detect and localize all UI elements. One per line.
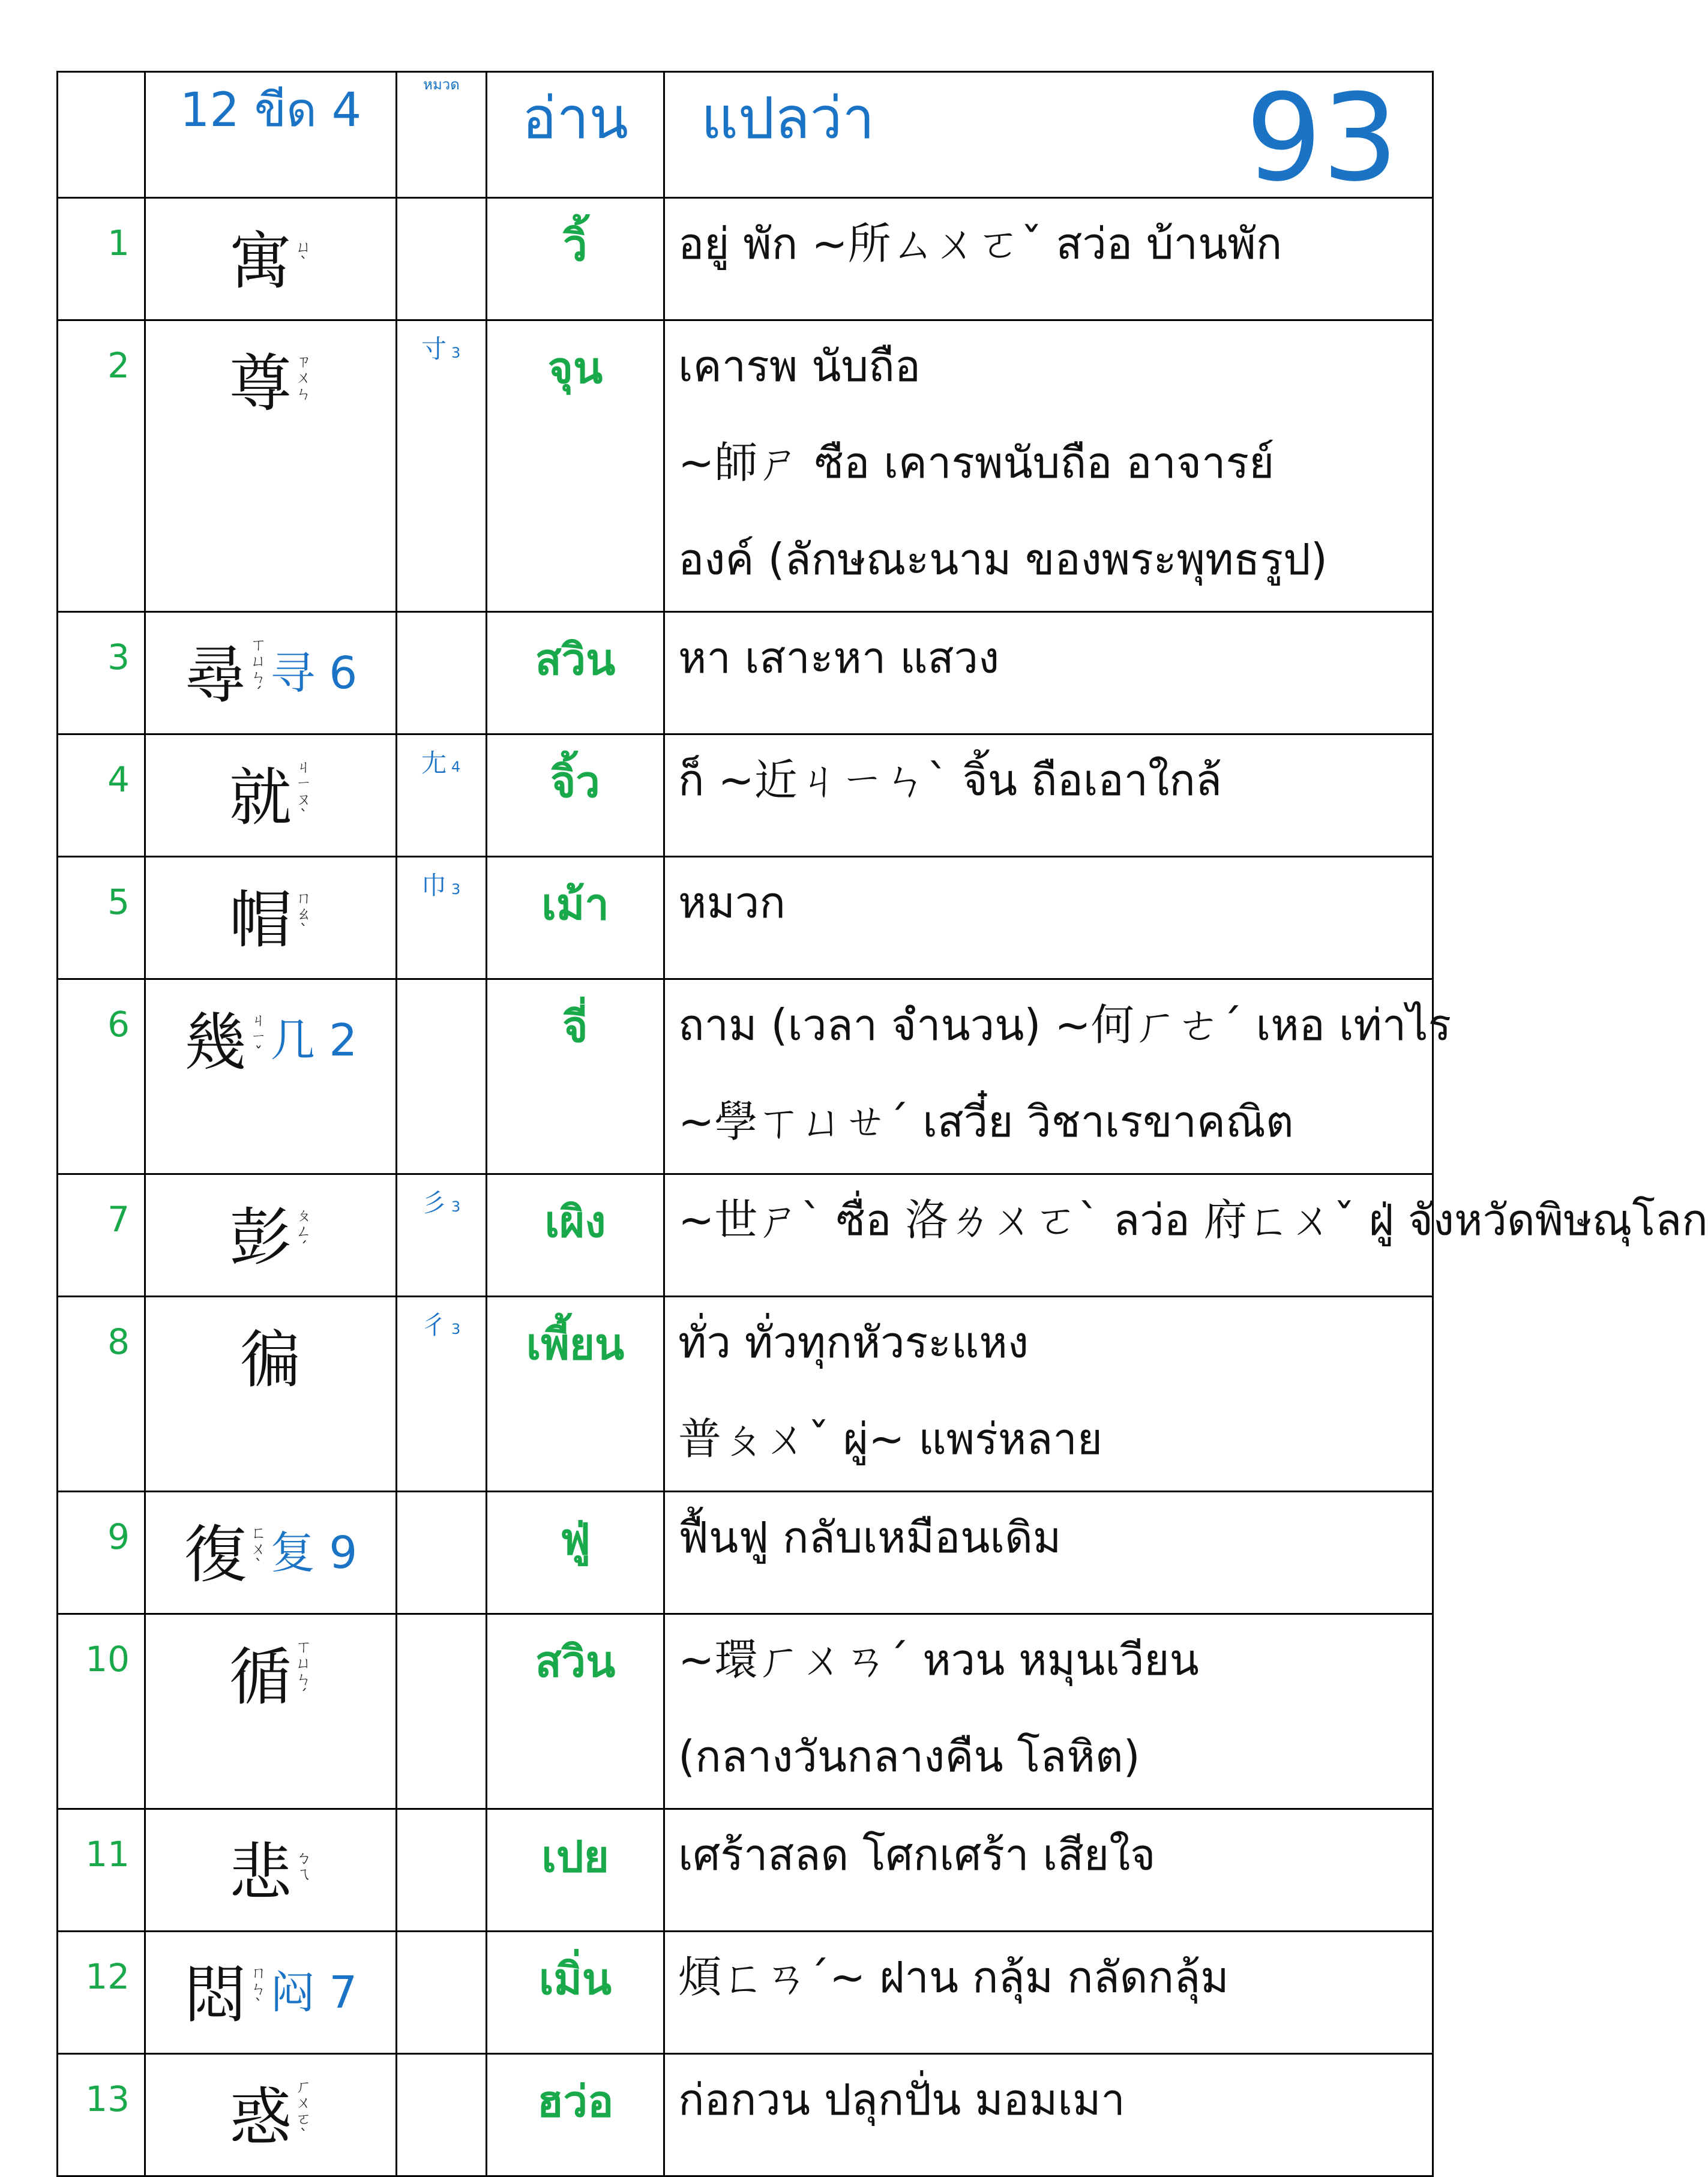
meaning-cell — [664, 2054, 1433, 2176]
chinese-character: 寓 — [229, 224, 292, 298]
radical-cell — [397, 1809, 487, 1932]
chinese-character: 尊 — [229, 347, 292, 420]
radical-cell — [397, 1932, 487, 2054]
meaning-cell — [664, 1809, 1433, 1932]
meaning-cell — [664, 612, 1433, 734]
zhuyin: ㄅㄟ — [295, 1849, 311, 1884]
row-number: 7 — [58, 1174, 145, 1297]
radical-strokes: 4 — [451, 758, 461, 775]
table-row — [58, 612, 1433, 734]
chinese-character: 幾 — [184, 1006, 247, 1079]
chinese-character: 悶 — [184, 1958, 247, 2031]
thai-reading: ฟู่ — [487, 1492, 664, 1614]
meaning-cell — [664, 320, 1433, 612]
radical: 巾 — [421, 871, 447, 900]
zhuyin: ㄐㄧㄡˋ — [295, 758, 311, 825]
row-number: 5 — [58, 857, 145, 979]
vocab-table — [56, 68, 1708, 2177]
simplified-form: 几 2 — [270, 1015, 358, 1066]
row-number: 9 — [58, 1492, 145, 1614]
thai-reading: จุน — [487, 320, 664, 612]
table-row — [58, 2054, 1433, 2176]
row-number: 4 — [58, 734, 145, 857]
meaning-cell — [664, 857, 1433, 979]
row-number: 13 — [58, 2054, 145, 2176]
header-blank-cell — [58, 72, 145, 198]
table-row — [58, 198, 1433, 320]
thai-reading: เผิง — [487, 1174, 664, 1297]
table-row — [58, 1614, 1433, 1809]
radical-cell — [397, 734, 487, 857]
meaning-line: ~學ㄒㄩㄝˊ เสวี๋ย วิชาเรขาคณิต — [678, 1096, 1294, 1147]
table-row — [58, 1297, 1433, 1492]
thai-reading: จี่ — [487, 979, 664, 1174]
zhuyin: ㄆㄥˊ — [295, 1206, 311, 1257]
radical-strokes: 3 — [451, 1198, 461, 1215]
zhuyin: ㄇㄣˋ — [250, 1963, 266, 2014]
table-row — [58, 979, 1433, 1174]
meaning-line: ก่อกวน ปลุกปั่น มอมเมา — [678, 2074, 1125, 2125]
char-cell — [145, 198, 397, 320]
zhuyin: ㄗㄨㄣ — [295, 352, 311, 403]
char-cell — [145, 1809, 397, 1932]
radical: 寸 — [421, 334, 447, 364]
meaning-cell — [664, 1174, 1708, 1297]
row-number: 1 — [58, 198, 145, 320]
meaning-line: ~環ㄏㄨㄢˊ หวน หมุนเวียน — [678, 1635, 1199, 1685]
zhuyin: ㄩˋ — [295, 238, 311, 272]
radical-cell — [397, 1297, 487, 1492]
radical-cell — [397, 1492, 487, 1614]
table-row — [58, 857, 1433, 979]
radical-header: หมวด — [397, 72, 487, 198]
radical-cell — [397, 612, 487, 734]
row-number: 12 — [58, 1932, 145, 2054]
chinese-character: 復 — [184, 1518, 247, 1591]
simplified-form: 复 9 — [270, 1527, 358, 1579]
row-number: 2 — [58, 320, 145, 612]
thai-reading: เมิ่น — [487, 1932, 664, 2054]
radical-strokes: 3 — [451, 344, 461, 361]
table-row — [58, 1809, 1433, 1932]
meaning-line: หมวก — [678, 877, 786, 928]
radical-cell — [397, 1614, 487, 1809]
radical: 彳 — [421, 1311, 447, 1340]
reading-header: อ่าน — [487, 72, 664, 198]
thai-reading: ฮว่อ — [487, 2054, 664, 2176]
thai-reading: เม้า — [487, 857, 664, 979]
meaning-cell — [664, 1297, 1433, 1492]
meaning-line: อยู่ พัก ~所ㄙㄨㄛˇ สว่อ บ้านพัก — [678, 218, 1283, 269]
chinese-character: 悲 — [229, 1836, 292, 1909]
row-number: 10 — [58, 1614, 145, 1809]
row-number: 6 — [58, 979, 145, 1174]
meaning-line: องค์ (ลักษณะนาม ของพระพุทธรูป) — [678, 534, 1328, 584]
char-cell — [145, 612, 397, 734]
meaning-line: ถาม (เวลา จำนวน) ~何ㄏㄜˊ เหอ เท่าไร — [678, 1000, 1452, 1050]
meaning-cell — [664, 979, 1452, 1174]
char-cell — [145, 979, 397, 1174]
char-cell — [145, 1174, 397, 1297]
chinese-character: 循 — [229, 1641, 292, 1714]
meaning-line: ~世ㄕˋ ซื่อ 洛ㄌㄨㄛˋ ลว่อ 府ㄈㄨˇ ฝู่ จังหวัดพิษณุโลก — [678, 1195, 1708, 1245]
char-cell — [145, 1614, 397, 1809]
chinese-character: 就 — [229, 761, 292, 834]
char-cell — [145, 1932, 397, 2054]
meaning-line: 煩ㄈㄢˊ~ ฝาน กลุ้ม กลัดกลุ้ม — [678, 1952, 1229, 2002]
char-cell — [145, 1297, 397, 1492]
char-cell — [145, 857, 397, 979]
char-cell — [145, 320, 397, 612]
meaning-line: หา เสาะหา แสวง — [678, 632, 1000, 683]
chinese-character: 徧 — [239, 1323, 302, 1396]
chinese-character: 帽 — [229, 883, 292, 956]
page-number: 93 — [1245, 68, 1398, 208]
row-number: 3 — [58, 612, 145, 734]
char-cell — [145, 2054, 397, 2176]
thai-reading: สวิน — [487, 1614, 664, 1809]
meaning-header: แปลว่า — [701, 85, 875, 152]
table-row — [58, 734, 1433, 857]
meaning-cell — [664, 1932, 1433, 2054]
thai-reading: เพี้ยน — [487, 1297, 664, 1492]
radical-cell — [397, 2054, 487, 2176]
meaning-line: ฟื้นฟู กลับเหมือนเดิม — [678, 1512, 1062, 1563]
meaning-cell — [664, 1614, 1433, 1809]
radical-strokes: 3 — [451, 1321, 461, 1338]
radical-cell — [397, 979, 487, 1174]
zhuyin: ㄏㄨㄛˋ — [295, 2078, 311, 2145]
meaning-cell — [664, 734, 1433, 857]
meaning-line: ก็ ~近ㄐㄧㄣˋ จิ้น ถือเอาใกล้ — [678, 755, 1222, 805]
zhuyin: ㄇㄠˋ — [295, 889, 311, 940]
radical-cell — [397, 198, 487, 320]
radical-cell — [397, 1174, 487, 1297]
char-cell — [145, 734, 397, 857]
table-row — [58, 320, 1433, 612]
meaning-line: เศร้าสลด โศกเศร้า เสียใจ — [678, 1830, 1156, 1880]
chinese-character: 尋 — [184, 638, 247, 712]
meaning-line: (กลางวันกลางคืน โลหิต) — [678, 1731, 1140, 1782]
row-number: 8 — [58, 1297, 145, 1492]
char-cell — [145, 1492, 397, 1614]
header-row — [58, 72, 1433, 198]
radical: 尢 — [421, 748, 447, 778]
meaning-line: ~師ㄕ ซือ เคารพนับถือ อาจารย์ — [678, 437, 1275, 488]
radical-strokes: 3 — [451, 881, 461, 898]
radical-cell — [397, 320, 487, 612]
thai-reading: สวิน — [487, 612, 664, 734]
row-number: 11 — [58, 1809, 145, 1932]
zhuyin: ㄒㄩㄣˊ — [295, 1638, 311, 1705]
table-row — [58, 1174, 1433, 1297]
meaning-cell — [664, 198, 1433, 320]
thai-reading: จิ้ว — [487, 734, 664, 857]
zhuyin: ㄒㄩㄣˊ — [250, 636, 266, 703]
meaning-line: 普ㄆㄨˇ ผู่~ แพร่หลาย — [678, 1414, 1103, 1464]
lesson-title: 12 ขีด 4 — [145, 72, 397, 198]
meaning-line: ทั่ว ทั่วทุกหัวระแหง — [678, 1317, 1029, 1368]
thai-reading: วิ้ — [487, 198, 664, 320]
simplified-form: 寻 6 — [270, 647, 358, 699]
meaning-header-cell — [664, 68, 1433, 208]
meaning-cell — [664, 1492, 1433, 1614]
meaning-line: เคารพ นับถือ — [678, 341, 921, 391]
table-row — [58, 1932, 1433, 2054]
chinese-character: 彭 — [229, 1201, 292, 1274]
radical-cell — [397, 857, 487, 979]
zhuyin: ㄈㄨˋ — [250, 1524, 266, 1575]
thai-reading: เปย — [487, 1809, 664, 1932]
table-row — [58, 1492, 1433, 1614]
radical: 彡 — [421, 1188, 447, 1218]
simplified-form: 闷 7 — [270, 1967, 358, 2019]
zhuyin: ㄐㄧˇ — [250, 1011, 266, 1062]
chinese-character: 惑 — [229, 2080, 292, 2154]
